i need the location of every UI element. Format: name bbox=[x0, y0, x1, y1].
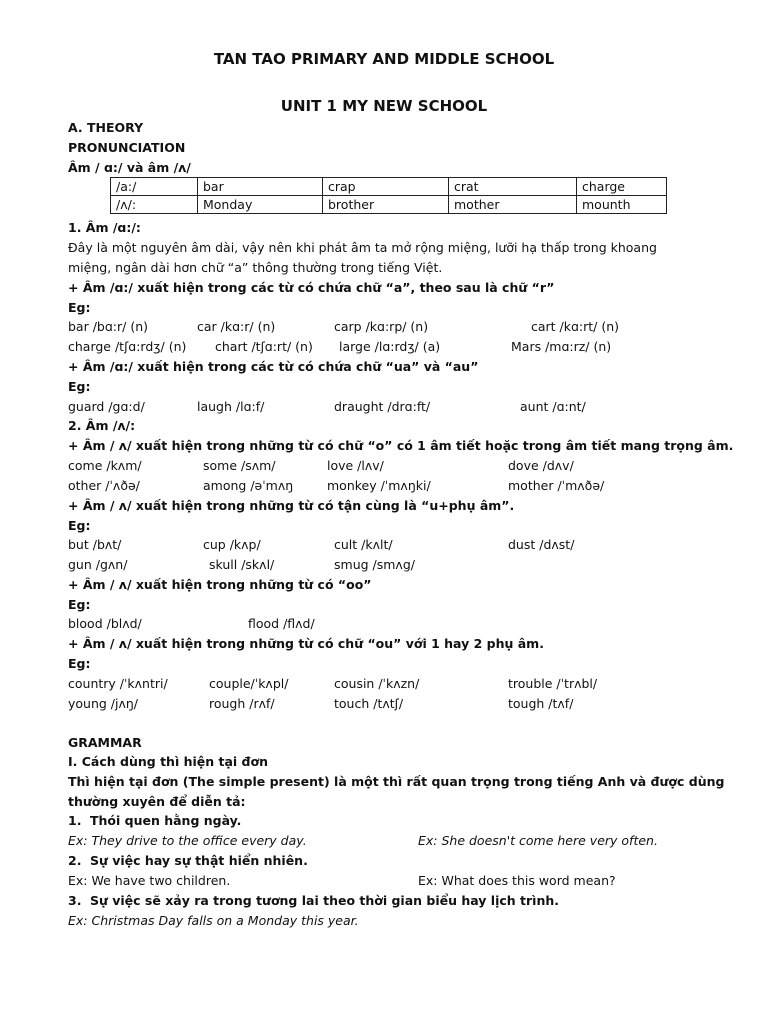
example-word: come /kʌm/ bbox=[68, 458, 142, 473]
grammar-intro-line: thường xuyên để diễn tả: bbox=[68, 794, 246, 809]
table-cell: /a:/ bbox=[111, 178, 198, 196]
grammar-item-2 bbox=[68, 853, 308, 868]
section1-paragraph-line: miệng, ngân dài hơn chữ “a” thông thường trong tiếng Việt. bbox=[68, 260, 443, 275]
section1-paragraph-line: Đây là một nguyên âm dài, vậy nên khi phát âm ta mở rộng miệng, lưỡi hạ thấp trong khoang bbox=[68, 240, 657, 255]
example-word: cult /kʌlt/ bbox=[334, 537, 393, 552]
example-word: some /sʌm/ bbox=[203, 458, 276, 473]
example-word: young /jʌŋ/ bbox=[68, 696, 139, 711]
example-word: Mars /mɑ:rz/ (n) bbox=[511, 339, 612, 354]
section2-rule: + Âm / ʌ/ xuất hiện trong những từ có chữ “ou” với 1 hay 2 phụ âm. bbox=[68, 636, 544, 651]
example-word: draught /drɑ:ft/ bbox=[334, 399, 431, 414]
section2-rule: + Âm / ʌ/ xuất hiện trong những từ có tận cùng là “u+phụ âm”. bbox=[68, 498, 515, 513]
example-word: skull /skʌl/ bbox=[209, 557, 275, 572]
example-word: trouble /ˈtrʌbl/ bbox=[508, 676, 598, 691]
pronunciation-heading: PRONUNCIATION bbox=[68, 140, 186, 155]
example-word: tough /tʌf/ bbox=[508, 696, 574, 711]
example-word: bar /bɑ:r/ (n) bbox=[68, 319, 148, 334]
item-text: Sự việc hay sự thật hiển nhiên. bbox=[90, 853, 308, 868]
table-cell: mother bbox=[449, 196, 577, 214]
example-word: couple/ˈkʌpl/ bbox=[209, 676, 289, 691]
example-word: cousin /ˈkʌzn/ bbox=[334, 676, 420, 691]
table-row bbox=[111, 178, 667, 196]
table-cell: /ʌ/: bbox=[111, 196, 198, 214]
table-cell: bar bbox=[198, 178, 323, 196]
grammar-intro-line: Thì hiện tại đơn (The simple present) là một thì rất quan trọng trong tiếng Anh và được dùng bbox=[68, 774, 725, 789]
example-word: dove /dʌv/ bbox=[508, 458, 574, 473]
grammar-example: Ex: What does this word mean? bbox=[418, 873, 616, 888]
example-word: mother /ˈmʌðə/ bbox=[508, 478, 605, 493]
section1-rule: + Âm /ɑ:/ xuất hiện trong các từ có chứa chữ “a”, theo sau là chữ “r” bbox=[68, 280, 555, 295]
example-word: chart /tʃɑ:rt/ (n) bbox=[215, 339, 313, 354]
grammar-example: Ex: They drive to the office every day. bbox=[68, 833, 307, 848]
grammar-subheading: I. Cách dùng thì hiện tại đơn bbox=[68, 754, 268, 769]
item-text: Thói quen hằng ngày. bbox=[90, 813, 242, 828]
sound-table bbox=[110, 177, 667, 214]
section2-rule: + Âm / ʌ/ xuất hiện trong những từ có chữ “o” có 1 âm tiết hoặc trong âm tiết mang trọng âm. bbox=[68, 438, 734, 453]
example-word: love /lʌv/ bbox=[327, 458, 384, 473]
example-word: blood /blʌd/ bbox=[68, 616, 142, 631]
example-word: touch /tʌtʃ/ bbox=[334, 696, 404, 711]
example-word: car /kɑ:r/ (n) bbox=[197, 319, 276, 334]
grammar-example: Ex: We have two children. bbox=[68, 873, 231, 888]
example-word: but /bʌt/ bbox=[68, 537, 122, 552]
unit-title: UNIT 1 MY NEW SCHOOL bbox=[280, 97, 488, 115]
section1-rule: + Âm /ɑ:/ xuất hiện trong các từ có chứa chữ “ua” và “au” bbox=[68, 359, 479, 374]
table-cell: crat bbox=[449, 178, 577, 196]
table-cell: brother bbox=[323, 196, 449, 214]
example-word: large /lɑ:rdʒ/ (a) bbox=[339, 339, 441, 354]
example-word: dust /dʌst/ bbox=[508, 537, 575, 552]
table-cell: charge bbox=[577, 178, 667, 196]
grammar-heading: GRAMMAR bbox=[68, 735, 142, 750]
example-word: smug /smʌg/ bbox=[334, 557, 415, 572]
example-word: rough /rʌf/ bbox=[209, 696, 275, 711]
grammar-item-3 bbox=[68, 893, 559, 908]
school-title: TAN TAO PRIMARY AND MIDDLE SCHOOL bbox=[213, 50, 555, 68]
eg-label: Eg: bbox=[68, 300, 91, 315]
theory-heading: A. THEORY bbox=[68, 120, 144, 135]
item-number: 1. bbox=[68, 813, 82, 828]
example-word: other /ˈʌðə/ bbox=[68, 478, 140, 493]
example-word: charge /tʃɑ:rdʒ/ (n) bbox=[68, 339, 187, 354]
eg-label: Eg: bbox=[68, 518, 91, 533]
example-word: carp /kɑ:rp/ (n) bbox=[334, 319, 429, 334]
example-word: laugh /lɑ:f/ bbox=[197, 399, 265, 414]
table-cell: mounth bbox=[577, 196, 667, 214]
eg-label: Eg: bbox=[68, 656, 91, 671]
grammar-item-1 bbox=[68, 813, 241, 828]
grammar-example: Ex: She doesn't come here very often. bbox=[418, 833, 658, 848]
item-text: Sự việc sẽ xảy ra trong tương lai theo thời gian biểu hay lịch trình. bbox=[90, 893, 560, 908]
example-word: cart /kɑ:rt/ (n) bbox=[531, 319, 620, 334]
section1-heading: 1. Âm /ɑ:/: bbox=[68, 220, 141, 235]
table-row bbox=[111, 196, 667, 214]
example-word: monkey /ˈmʌŋki/ bbox=[327, 478, 431, 493]
grammar-example: Ex: Christmas Day falls on a Monday this year. bbox=[68, 913, 359, 928]
example-word: among /əˈmʌŋ bbox=[203, 478, 294, 493]
eg-label: Eg: bbox=[68, 379, 91, 394]
sounds-heading: Âm / ɑ:/ và âm /ʌ/ bbox=[68, 160, 191, 175]
eg-label: Eg: bbox=[68, 597, 91, 612]
table-cell: crap bbox=[323, 178, 449, 196]
example-word: aunt /ɑ:nt/ bbox=[520, 399, 586, 414]
example-word: flood /flʌd/ bbox=[248, 616, 315, 631]
item-number: 3. bbox=[68, 893, 82, 908]
example-word: guard /gɑ:d/ bbox=[68, 399, 145, 414]
section2-rule: + Âm / ʌ/ xuất hiện trong những từ có “oo” bbox=[68, 577, 372, 592]
example-word: country /ˈkʌntri/ bbox=[68, 676, 168, 691]
example-word: gun /gʌn/ bbox=[68, 557, 128, 572]
item-number: 2. bbox=[68, 853, 82, 868]
example-word: cup /kʌp/ bbox=[203, 537, 261, 552]
section2-heading: 2. Âm /ʌ/: bbox=[68, 418, 136, 433]
table-cell: Monday bbox=[198, 196, 323, 214]
